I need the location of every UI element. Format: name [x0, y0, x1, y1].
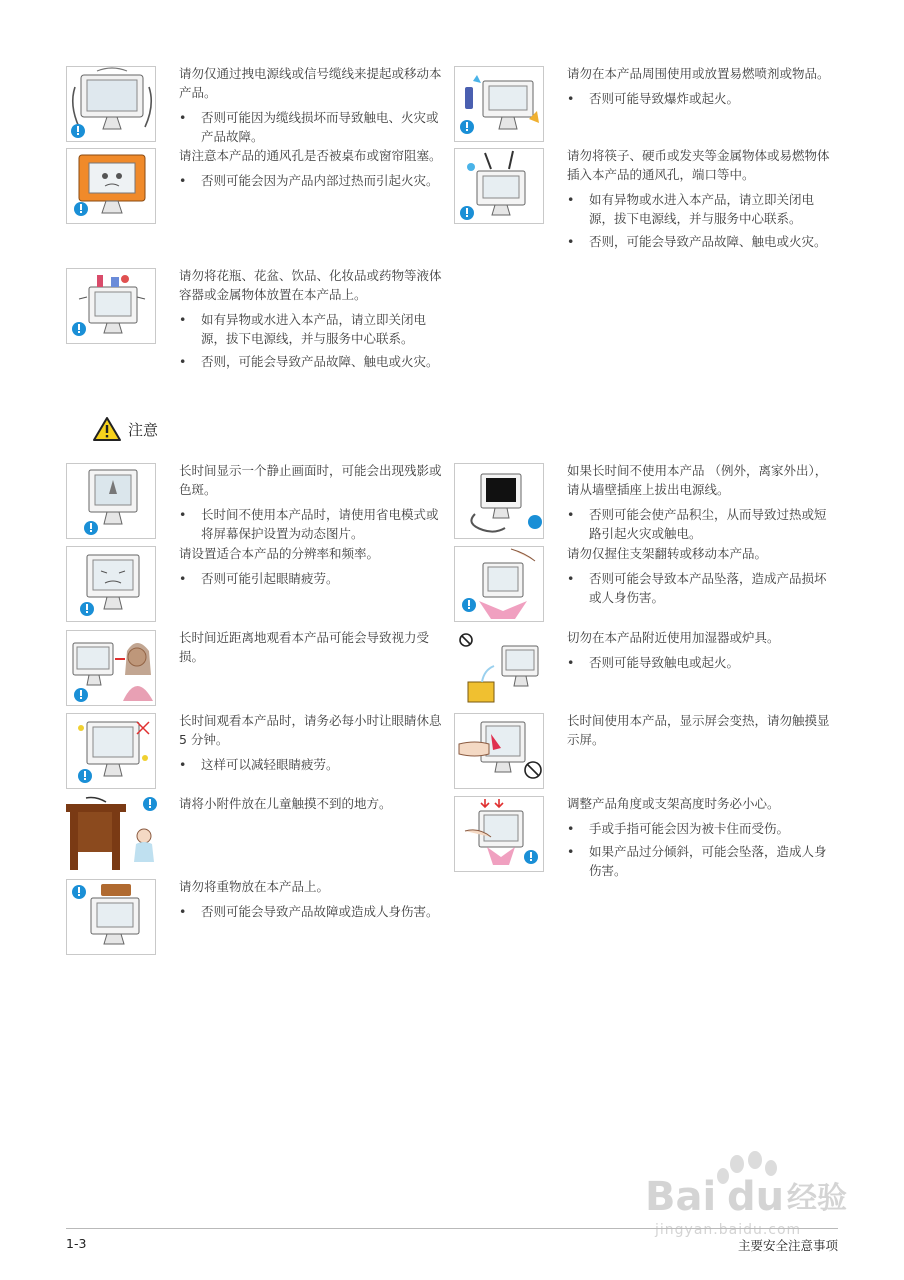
footer-title: 主要安全注意事项	[737, 1238, 838, 1253]
bullet-item: • 否则，可能会导致产品故障、触电或火灾。	[567, 234, 827, 249]
monitor-hot-screen-illustration	[454, 713, 544, 789]
bullet-item: • 否则可能引起眼睛疲劳。	[179, 571, 339, 586]
monitor-static-image-illustration	[66, 463, 156, 539]
monitor-lift-cable-illustration	[66, 66, 156, 142]
entry-text: 长时间显示一个静止画面时，可能会出现残影或色斑。	[179, 463, 442, 497]
bullet-item: • 如有异物或水进入本产品，请立即关闭电源，拔下电源线，并与服务中心联系。	[567, 192, 815, 226]
bullet-item: • 否则可能导致爆炸或起火。	[567, 91, 740, 106]
bullet-item: • 否则可能会导致本产品坠落，造成产品损坏或人身伤害。	[567, 571, 827, 605]
entry-text: 长时间近距离地观看本产品可能会导致视力受损。	[179, 630, 430, 664]
monitor-liquid-containers-illustration	[66, 268, 156, 344]
monitor-ventilation-blocked-illustration	[66, 148, 156, 224]
svg-text:Bai: Bai	[645, 1174, 717, 1220]
bullet-item: • 否则，可能会导致产品故障、触电或火灾。	[179, 354, 439, 369]
svg-text:经验: 经验	[787, 1181, 847, 1216]
monitor-resolution-illustration	[66, 546, 156, 622]
entry-text: 请注意本产品的通风孔是否被桌布或窗帘阻塞。	[179, 148, 442, 163]
monitor-metal-objects-illustration	[454, 148, 544, 224]
entry-text: 请勿仅握住支架翻转或移动本产品。	[567, 546, 768, 561]
warning-triangle-icon	[92, 416, 122, 442]
bullet-item: • 如果产品过分倾斜，可能会坠落，造成人身伤害。	[567, 844, 827, 878]
unplug-power-cord-illustration	[454, 463, 544, 539]
bullet-item: • 否则可能会使产品积尘，从而导致过热或短路引起火灾或触电。	[567, 507, 827, 541]
monitor-flammable-spray-illustration	[454, 66, 544, 142]
desk-child-accessories-illustration	[66, 796, 158, 872]
entry-text: 请勿在本产品周围使用或放置易燃喷剂或物品。	[567, 66, 830, 81]
entry-text: 如果长时间不使用本产品 （例外，离家外出），请从墙壁插座上拔出电源线。	[567, 463, 828, 497]
page-number: 1-3	[66, 1236, 87, 1251]
entry-text: 请设置适合本产品的分辨率和频率。	[179, 546, 380, 561]
entry-text: 请勿仅通过拽电源线或信号缆线来提起或移动本产品。	[179, 66, 442, 100]
bullet-item: • 如有异物或水进入本产品，请立即关闭电源，拔下电源线，并与服务中心联系。	[179, 312, 427, 346]
bullet-item: • 手或手指可能会因为被卡住而受伤。	[567, 821, 790, 836]
monitor-adjust-stand-illustration	[454, 796, 544, 872]
entry-text: 长时间观看本产品时，请务必每小时让眼睛休息 5 分钟。	[179, 713, 442, 747]
bullet-item: • 这样可以减轻眼睛疲劳。	[179, 757, 339, 772]
entry-text: 调整产品角度或支架高度时务必小心。	[567, 796, 780, 811]
entry-text: 请将小附件放在儿童触摸不到的地方。	[179, 796, 392, 811]
monitor-hold-stand-illustration	[454, 546, 544, 622]
bullet-item: • 否则可能会因为产品内部过热而引起火灾。	[179, 173, 439, 188]
watermark-domain: jingyan.baidu.com	[655, 1222, 802, 1238]
svg-text:du: du	[727, 1174, 785, 1220]
caution-section-header	[92, 416, 158, 442]
bullet-item: • 否则可能因为缆线损坏而导致触电、火灾或产品故障。	[179, 110, 439, 144]
bullet-item: • 长时间不使用本产品时，请使用省电模式或将屏幕保护设置为动态图片。	[179, 507, 439, 541]
bullet-item: • 否则可能会导致产品故障或造成人身伤害。	[179, 904, 439, 919]
entry-text: 请勿将重物放在本产品上。	[179, 879, 330, 894]
monitor-heavy-object-illustration	[66, 879, 156, 955]
entry-text: 长时间使用本产品，显示屏会变热，请勿触摸显示屏。	[567, 713, 830, 747]
entry-text: 请勿将筷子、硬币或发夹等金属物体或易燃物体插入本产品的通风孔，端口等中。	[567, 148, 830, 182]
entry-text: 请勿将花瓶、花盆、饮品、化妆品或药物等液体容器或金属物体放置在本产品上。	[179, 268, 442, 302]
monitor-humidifier-illustration	[454, 630, 544, 706]
footer-divider	[66, 1228, 838, 1229]
entry-text: 切勿在本产品附近使用加湿器或炉具。	[567, 630, 780, 645]
bullet-item: • 否则可能导致触电或起火。	[567, 655, 740, 670]
monitor-close-viewing-illustration	[66, 630, 156, 706]
monitor-eye-rest-illustration	[66, 713, 156, 789]
section-title: 注意	[128, 420, 159, 439]
